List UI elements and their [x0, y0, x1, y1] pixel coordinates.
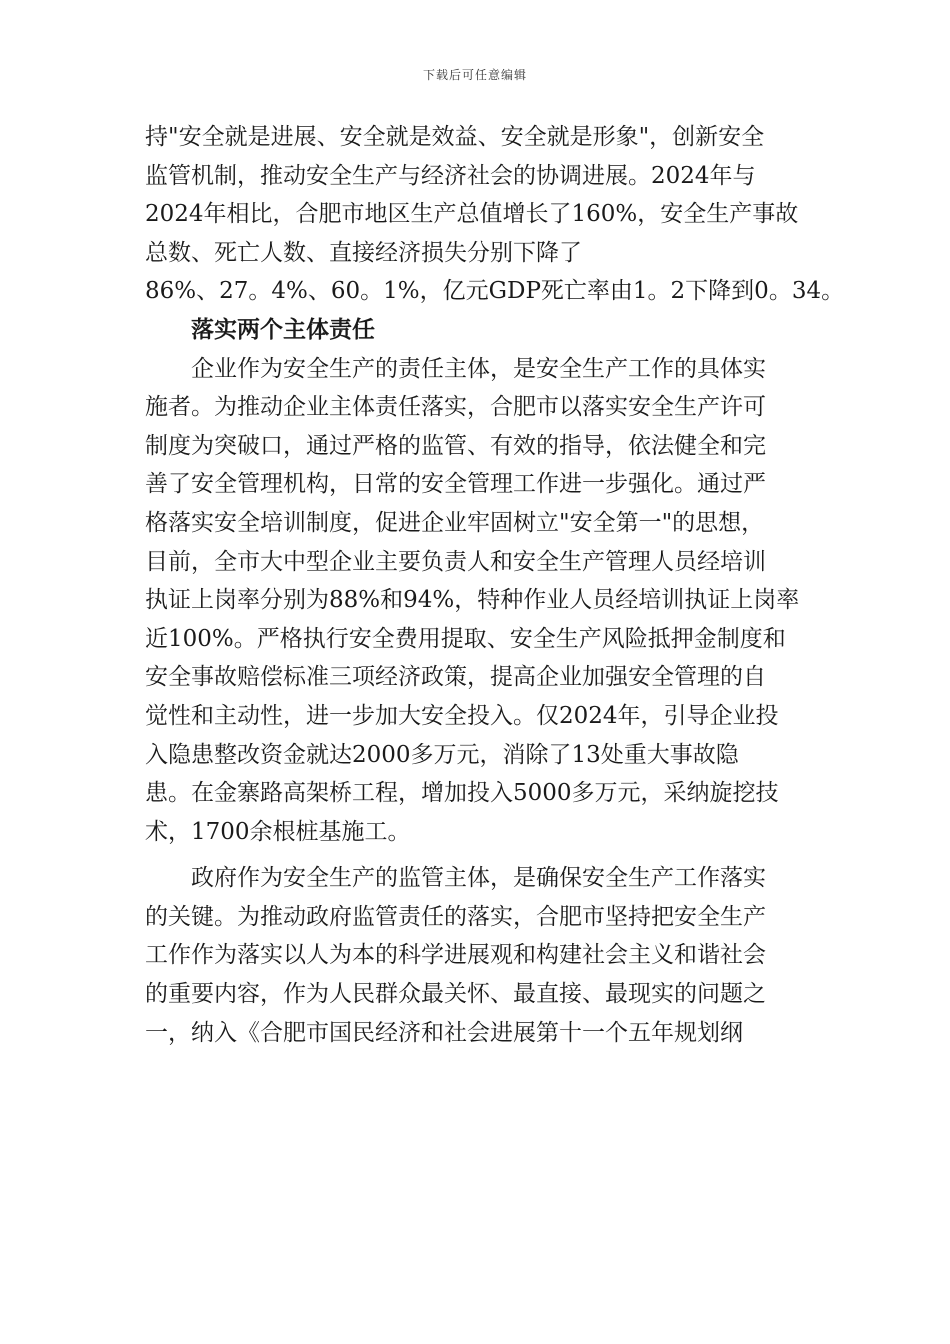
text-line: 的关键。为推动政府监管责任的落实，合肥市坚持把安全生产: [145, 903, 766, 930]
document-body: [145, 118, 845, 1052]
text-line: 监管机制，推动安全生产与经济社会的协调进展。2024年与: [145, 162, 756, 189]
text-line: 总数、死亡人数、直接经济损失分别下降了: [145, 239, 582, 266]
text-line: 安全事故赔偿标准三项经济政策，提高企业加强安全管理的自: [145, 664, 766, 691]
text-line: 企业作为安全生产的责任主体，是安全生产工作的具体实: [191, 355, 766, 382]
text-line: 术，1700余根桩基施工。: [145, 818, 411, 845]
text-line: 近100%。严格执行安全费用提取、安全生产风险抵押金制度和: [145, 625, 786, 652]
text-line: 2024年相比，合肥市地区生产总值增长了160%，安全生产事故: [145, 201, 799, 228]
text-line: 制度为突破口，通过严格的监管、有效的指导，依法健全和完: [145, 432, 766, 459]
text-line: 工作作为落实以人为本的科学进展观和构建社会主义和谐社会: [145, 942, 766, 969]
text-line: 入隐患整改资金就达2000多万元，消除了13处重大事故隐: [145, 741, 739, 768]
text-line: 政府作为安全生产的监管主体，是确保安全生产工作落实: [191, 865, 766, 892]
text-line: 执证上岗率分别为88%和94%，特种作业人员经培训执证上岗率: [145, 587, 800, 614]
paragraph-gap: [145, 851, 805, 859]
text-line: 格落实安全培训制度，促进企业牢固树立"安全第一"的思想，: [145, 509, 765, 536]
text-line: 86%、27。4%、60。1%，亿元GDP死亡率由1。2下降到0。34。: [145, 278, 845, 305]
text-line: 善了安全管理机构，日常的安全管理工作进一步强化。通过严: [145, 471, 766, 498]
text-line: 持"安全就是进展、安全就是效益、安全就是形象"，创新安全: [145, 124, 765, 150]
text-line: 的重要内容，作为人民群众最关怀、最直接、最现实的问题之: [145, 981, 766, 1008]
section-heading: 落实两个主体责任: [191, 315, 375, 343]
text-line: 施者。为推动企业主体责任落实，合肥市以落实安全生产许可: [145, 394, 766, 421]
text-line: 觉性和主动性，进一步加大安全投入。仅2024年，引导企业投: [145, 702, 779, 729]
text-line: 目前，全市大中型企业主要负责人和安全生产管理人员经培训: [145, 548, 766, 575]
page-header-note: 下载后可任意编辑: [422, 68, 527, 82]
text-line: 一，纳入《合肥市国民经济和社会进展第十一个五年规划纲: [145, 1019, 743, 1046]
text-line: 患。在金寨路高架桥工程，增加投入5000多万元，采纳旋挖技: [145, 780, 779, 807]
